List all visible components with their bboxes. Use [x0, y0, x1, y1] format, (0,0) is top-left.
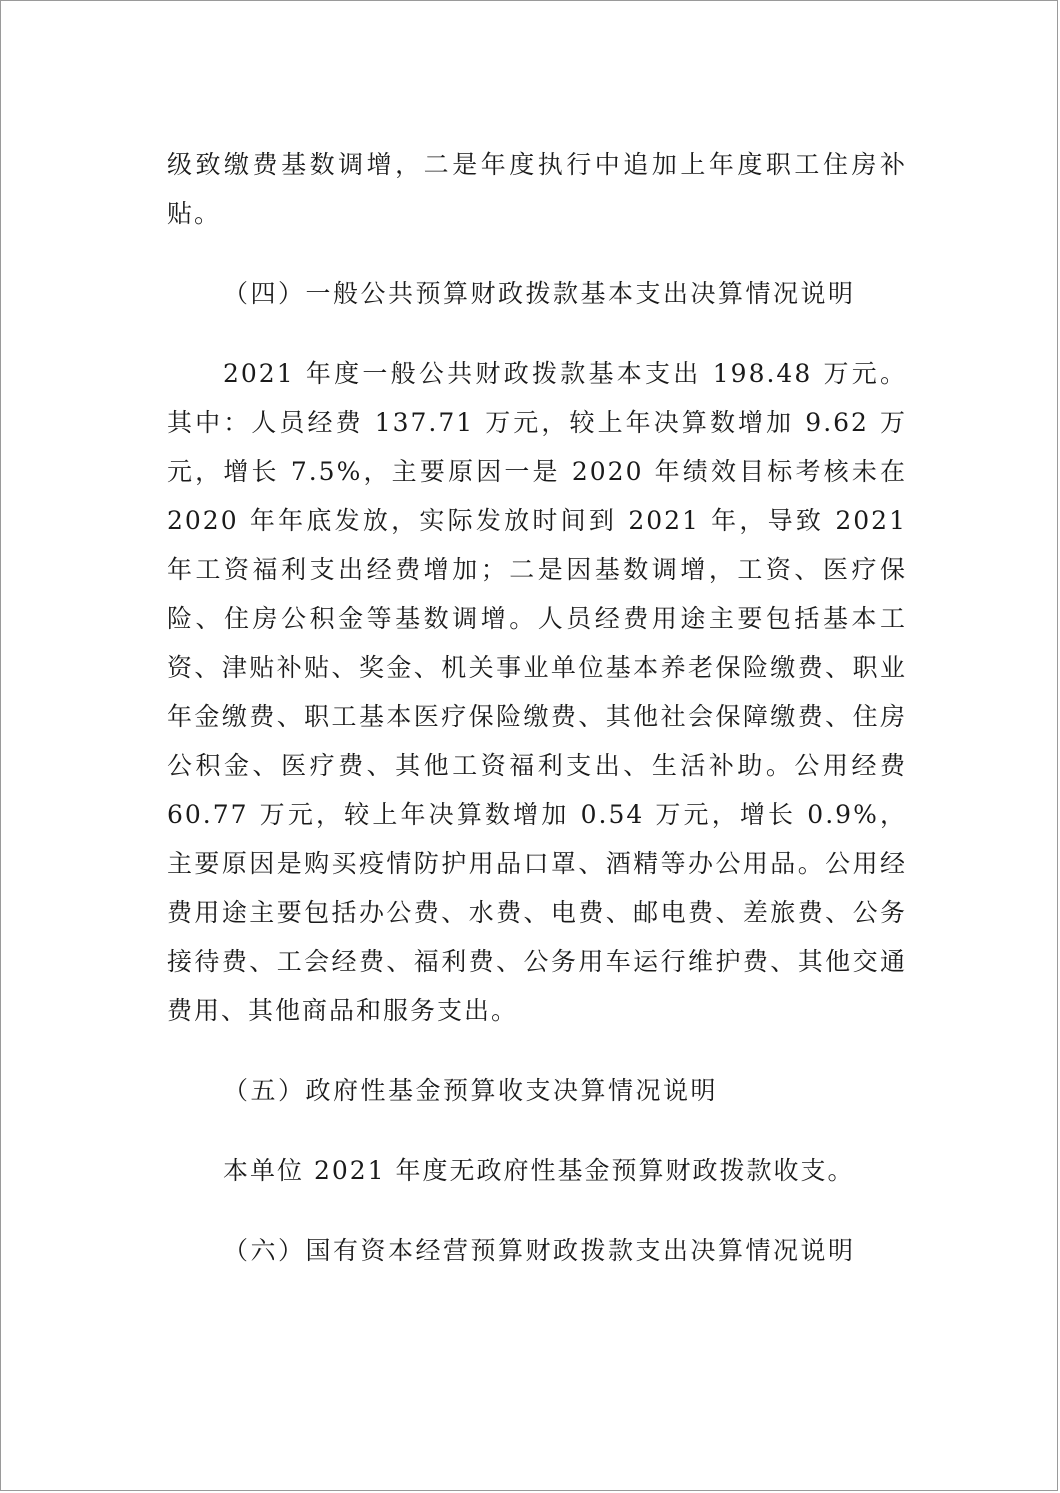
document-content — [167, 140, 907, 1306]
section-6-heading: （六）国有资本经营预算财政拨款支出决算情况说明 — [223, 1236, 856, 1265]
continuation-paragraph: 级致缴费基数调增，二是年度执行中追加上年度职工住房补贴。 — [167, 150, 907, 228]
section-4-heading: （四）一般公共预算财政拨款基本支出决算情况说明 — [223, 279, 856, 308]
section-5-body: 本单位 2021 年度无政府性基金预算财政拨款收支。 — [223, 1156, 855, 1185]
section-4-body: 2021 年度一般公共财政拨款基本支出 198.48 万元。其中：人员经费 137.71 万元，较上年决算数增加 9.62 万元，增长 7.5%，主要原因一是 2020 年绩效目标考核未在 2020 年年底发放，实际发放时间到 2021 年，导致 2021 年工资福利支出经费增加；二是因基数调增，工资、医疗保险、住房公积金等基数调增。人员经费用途主要包括基本工资、津贴补贴、奖金、机关事业单位基本养老保险缴费、职业年金缴费、职工基本医疗保险缴费、其他社会保障缴费、住房公积金、医疗费、其他工资福利支出、生活补助。公用经费 60.77 万元，较上年决算数增加 0.54 万元，增长 0.9%，主要原因是购买疫情防护用品口罩、酒精等办公用品。公用经费用途主要包括办公费、水费、电费、邮电费、差旅费、公务接待费、工会经费、福利费、公务用车运行维护费、其他交通费用、其他商品和服务支出。 — [167, 359, 907, 1025]
section-5-heading: （五）政府性基金预算收支决算情况说明 — [223, 1076, 719, 1105]
